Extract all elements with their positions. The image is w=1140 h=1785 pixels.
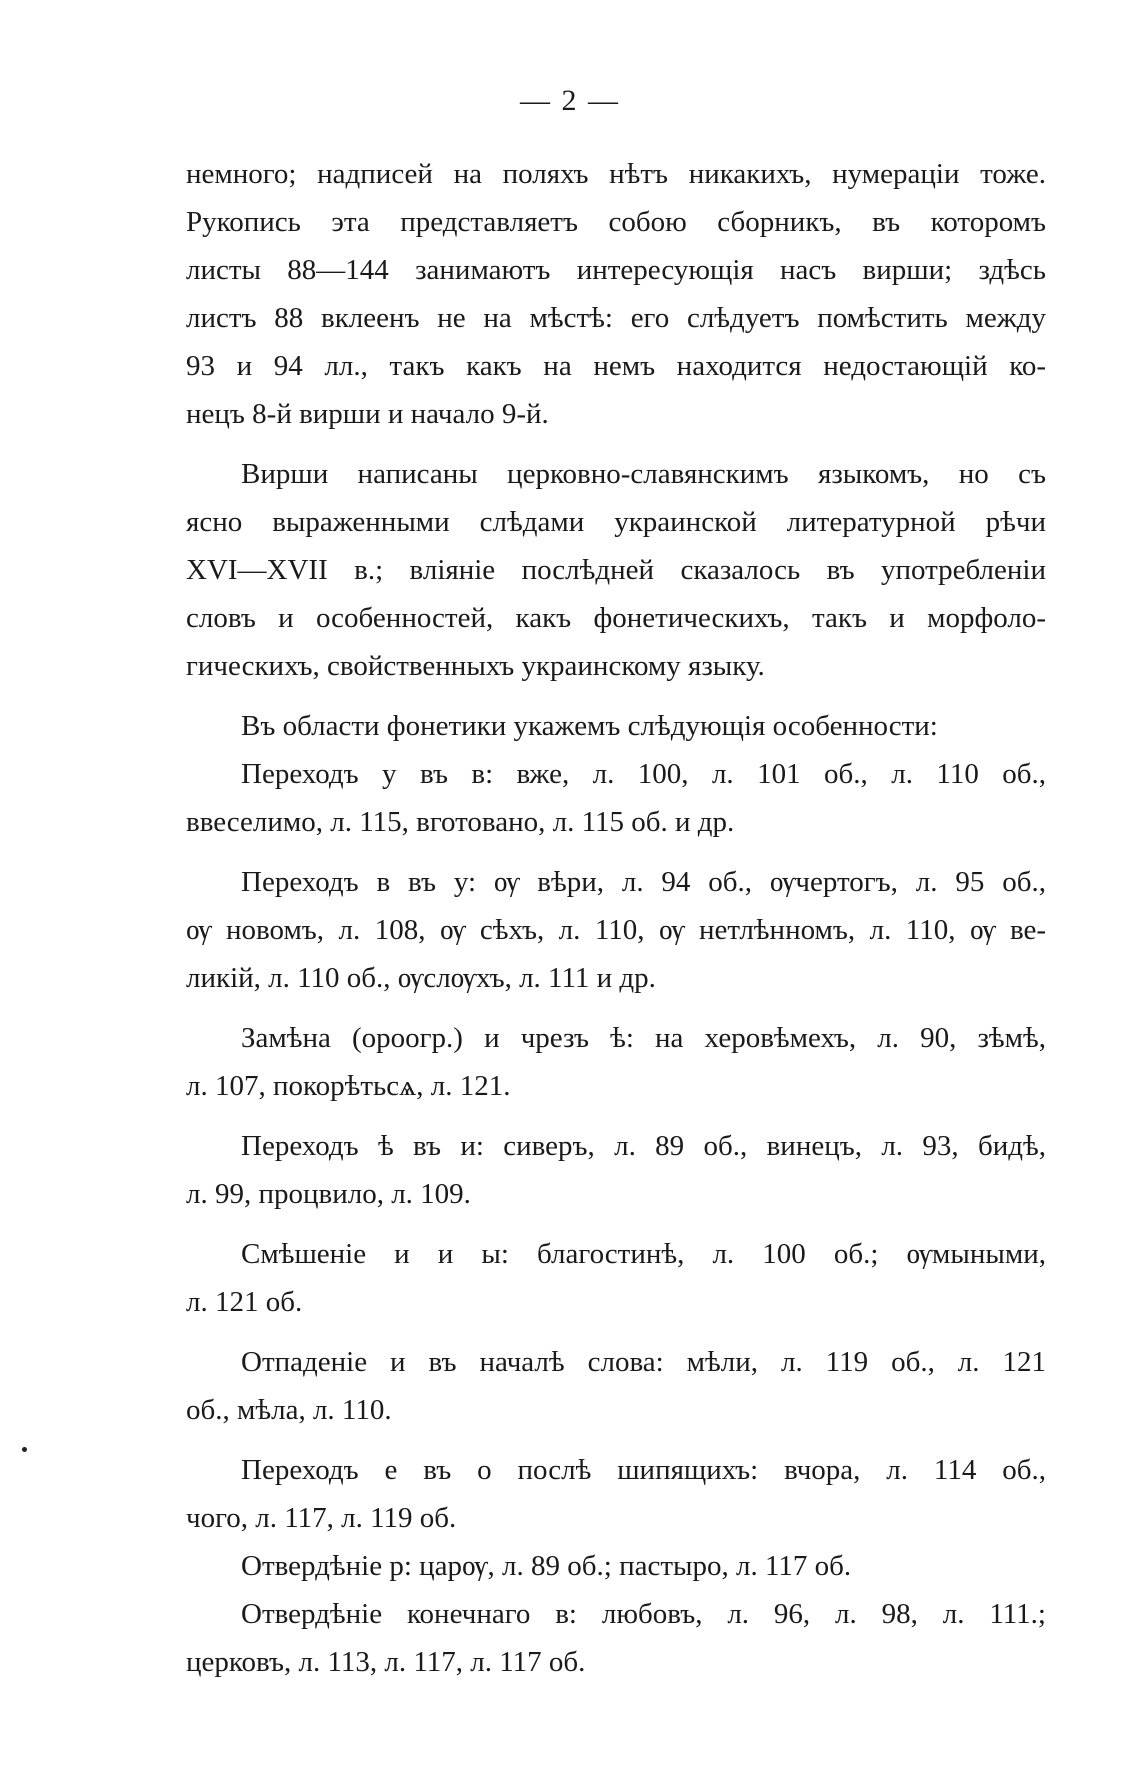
text-line: словъ и особенностей, какъ фонетическихъ, такъ и морфоло- bbox=[186, 602, 1046, 634]
text-line: ѹ новомъ, л. 108, ѹ сѣхъ, л. 110, ѹ нетлѣнномъ, л. 110, ѹ ве- bbox=[186, 914, 1046, 946]
text-line: церковъ, л. 113, л. 117, л. 117 об. bbox=[186, 1646, 586, 1678]
text-line: чого, л. 117, л. 119 об. bbox=[186, 1502, 457, 1534]
paragraph-gap bbox=[186, 1218, 1046, 1230]
paragraph-gap bbox=[186, 846, 1046, 858]
text-line: Въ области фонетики укажемъ слѣдующія особенности: bbox=[241, 710, 938, 742]
paragraph-gap bbox=[186, 1326, 1046, 1338]
paragraph bbox=[186, 1542, 1046, 1590]
text-line: Отпаденіе и въ началѣ слова: мѣли, л. 119 об., л. 121 bbox=[241, 1346, 1046, 1378]
text-line: Отвердѣніе р: царѹ, л. 89 об.; пастыро, л. 117 об. bbox=[241, 1550, 852, 1582]
text-line: ликій, л. 110 об., ѹслѹхъ, л. 111 и др. bbox=[186, 962, 656, 994]
text-line: Переходъ е въ о послѣ шипящихъ: вчора, л. 114 об., bbox=[241, 1454, 1046, 1486]
paragraph bbox=[186, 1446, 1046, 1542]
text-line: листы 88—144 занимаютъ интересующія насъ вирши; здѣсь bbox=[186, 254, 1046, 286]
paragraph-gap bbox=[186, 1002, 1046, 1014]
text-line: немного; надписей на поляхъ нѣтъ никакихъ, нумераціи тоже. bbox=[186, 158, 1046, 190]
paragraph bbox=[186, 702, 1046, 750]
paragraph bbox=[186, 150, 1046, 438]
page-number: — 2 — bbox=[520, 84, 620, 117]
text-line: гическихъ, свойственныхъ украинскому языку. bbox=[186, 650, 765, 682]
text-line: XVI—XVII в.; вліяніе послѣдней сказалось въ употребленіи bbox=[186, 554, 1046, 586]
text-line: ввеселимо, л. 115, вготовано, л. 115 об. и др. bbox=[186, 806, 735, 838]
text-line: Замѣна (ороогр.) и чрезъ ѣ: на херовѣмехъ, л. 90, зѣмѣ, bbox=[241, 1022, 1046, 1054]
paragraph-gap bbox=[186, 1434, 1046, 1446]
paragraph bbox=[186, 750, 1046, 846]
paragraph-gap bbox=[186, 1110, 1046, 1122]
text-line: ясно выраженными слѣдами украинской литературной рѣчи bbox=[186, 506, 1046, 538]
paragraph bbox=[186, 858, 1046, 1002]
text-line: нецъ 8-й вирши и начало 9-й. bbox=[186, 398, 549, 430]
paragraph bbox=[186, 1230, 1046, 1326]
body-text bbox=[186, 150, 1046, 1686]
paragraph bbox=[186, 1014, 1046, 1110]
ink-speck bbox=[22, 1447, 27, 1452]
paragraph bbox=[186, 1122, 1046, 1218]
paragraph bbox=[186, 1338, 1046, 1434]
text-line: Рукопись эта представляетъ собою сборникъ, въ которомъ bbox=[186, 206, 1046, 238]
text-line: 93 и 94 лл., такъ какъ на немъ находится недостающій ко- bbox=[186, 350, 1046, 382]
text-line: об., мѣла, л. 110. bbox=[186, 1394, 392, 1426]
text-line: л. 107, покорѣтьсѧ, л. 121. bbox=[186, 1070, 511, 1102]
text-line: Переходъ у въ в: вже, л. 100, л. 101 об., л. 110 об., bbox=[241, 758, 1046, 790]
text-line: листъ 88 вклеенъ не на мѣстѣ: его слѣдуетъ помѣстить между bbox=[186, 302, 1046, 334]
text-line: Переходъ в въ у: ѹ вѣри, л. 94 об., ѹчертогъ, л. 95 об., bbox=[241, 866, 1046, 898]
text-line: Переходъ ѣ въ и: сиверъ, л. 89 об., винецъ, л. 93, бидѣ, bbox=[241, 1130, 1046, 1162]
text-line: л. 99, процвило, л. 109. bbox=[186, 1178, 471, 1210]
text-line: Вирши написаны церковно-славянскимъ языкомъ, но съ bbox=[241, 458, 1046, 490]
paragraph-gap bbox=[186, 438, 1046, 450]
text-line: Отвердѣніе конечнаго в: любовъ, л. 96, л. 98, л. 111.; bbox=[241, 1598, 1046, 1630]
paragraph bbox=[186, 1590, 1046, 1686]
paragraph-gap bbox=[186, 690, 1046, 702]
text-line: Смѣшеніе и и ы: благостинѣ, л. 100 об.; ѹмыными, bbox=[241, 1238, 1046, 1270]
text-line: л. 121 об. bbox=[186, 1286, 303, 1318]
paragraph bbox=[186, 450, 1046, 690]
